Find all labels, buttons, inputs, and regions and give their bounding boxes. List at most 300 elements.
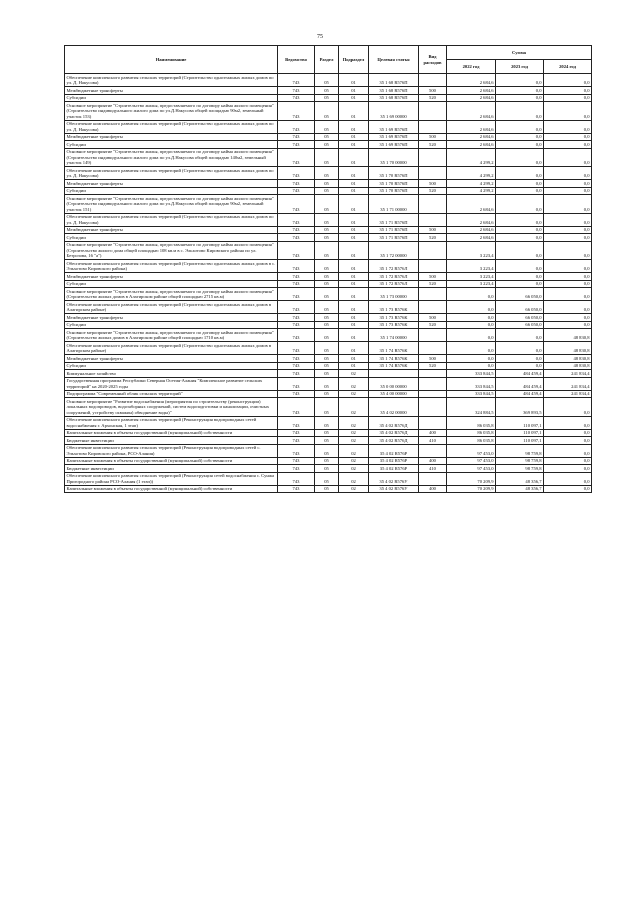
row-dept: 743 (278, 187, 315, 195)
row-sum-2024: 0,0 (544, 485, 592, 493)
row-target: 35 0 00 00000 (369, 377, 419, 390)
table-row (65, 398, 592, 417)
row-name: Основное мероприятие "Строительство жилья, предоставляемого по договору найма жилого помещения" (Строительство индивидуального жилого дома по ул.Д.Накусова общей площадью 90м2, земельный участок 153) (65, 102, 278, 121)
header-name: Наименование (65, 46, 278, 74)
row-subsection: 01 (339, 342, 369, 355)
row-sum-2023: 0,0 (496, 167, 544, 180)
row-sum-2024: 0,0 (544, 226, 592, 234)
row-target: 35 4 02 R576Р (369, 457, 419, 465)
row-target: 35 4 02 R576Д (369, 429, 419, 437)
row-sum-2022: 333 844,5 (447, 377, 496, 390)
header-2023: 2023 год (496, 60, 544, 74)
row-expense (419, 342, 447, 355)
table-row (65, 234, 592, 242)
row-name: Обеспечение комплексного развития сельских территорий (Строительство одноэтажных жилых домов по ул. Д. Накусова) (65, 213, 278, 226)
row-sum-2023: 110 097,1 (496, 429, 544, 437)
row-target: 35 1 73 R576К (369, 314, 419, 322)
table-row (65, 329, 592, 342)
row-subsection: 01 (339, 180, 369, 188)
row-sum-2022: 86 035,8 (447, 429, 496, 437)
row-dept: 743 (278, 120, 315, 133)
row-subsection: 01 (339, 355, 369, 363)
row-section: 05 (315, 180, 339, 188)
row-sum-2023: 0,0 (496, 74, 544, 87)
row-expense: 500 (419, 133, 447, 141)
row-sum-2023: 0,0 (496, 260, 544, 273)
row-expense (419, 370, 447, 378)
row-subsection: 01 (339, 234, 369, 242)
header-subsection: Подраздел (339, 46, 369, 74)
row-sum-2024: 0,0 (544, 288, 592, 301)
row-section: 05 (315, 465, 339, 473)
row-expense (419, 74, 447, 87)
row-sum-2022: 4 299,2 (447, 167, 496, 180)
row-expense: 520 (419, 321, 447, 329)
row-expense: 500 (419, 314, 447, 322)
row-expense: 520 (419, 141, 447, 149)
row-section: 05 (315, 141, 339, 149)
row-expense: 520 (419, 94, 447, 102)
table-row (65, 444, 592, 457)
row-subsection: 01 (339, 301, 369, 314)
table-row (65, 280, 592, 288)
row-dept: 743 (278, 87, 315, 95)
row-name: Обеспечение комплексного развития сельских территорий (Строительство одноэтажных жилых домов в Алагирском районе) (65, 342, 278, 355)
row-sum-2024: 241 834,4 (544, 377, 592, 390)
table-row (65, 472, 592, 485)
row-target: 35 4 02 R576Р (369, 444, 419, 457)
row-name: Межбюджетные трансферты (65, 87, 278, 95)
row-sum-2023: 0,0 (496, 342, 544, 355)
row-target: 35 4 02 R576Д (369, 416, 419, 429)
row-sum-2024: 241 834,4 (544, 370, 592, 378)
row-section: 05 (315, 226, 339, 234)
row-name: Подпрограмма "Современный облик сельских территорий" (65, 390, 278, 398)
row-section: 05 (315, 429, 339, 437)
row-name: Обеспечение комплексного развития сельских территорий (Реконструкция водопроводных сетей водоснабжения г. Архонская, 1 этап) (65, 416, 278, 429)
row-sum-2022: 333 844,5 (447, 390, 496, 398)
row-sum-2023: 98 759,8 (496, 457, 544, 465)
row-dept: 743 (278, 167, 315, 180)
row-dept: 743 (278, 133, 315, 141)
row-dept: 743 (278, 195, 315, 214)
row-name: Межбюджетные трансферты (65, 273, 278, 281)
page-number: 75 (317, 34, 323, 40)
row-sum-2024: 0,0 (544, 398, 592, 417)
row-dept: 743 (278, 416, 315, 429)
row-subsection: 02 (339, 377, 369, 390)
row-sum-2022: 0,0 (447, 342, 496, 355)
row-dept: 743 (278, 370, 315, 378)
row-dept: 743 (278, 465, 315, 473)
row-section: 05 (315, 74, 339, 87)
row-subsection: 02 (339, 457, 369, 465)
row-name: Бюджетные инвестиции (65, 465, 278, 473)
row-subsection: 01 (339, 195, 369, 214)
row-sum-2024: 0,0 (544, 437, 592, 445)
header-2024: 2024 год (544, 60, 592, 74)
row-section: 05 (315, 301, 339, 314)
table-row (65, 74, 592, 87)
row-target: 35 1 70 R576П (369, 187, 419, 195)
table-row (65, 390, 592, 398)
row-name: Основное мероприятие "Строительство жилья, предоставляемого по договору найма жилого помещения" (Строительство жилого дома общей площадью 108 кв.м в с. Эльхотово Кировского района по ул. Бетрозова, 16 "а") (65, 241, 278, 260)
row-sum-2024: 0,0 (544, 87, 592, 95)
row-name: Межбюджетные трансферты (65, 314, 278, 322)
row-section: 05 (315, 370, 339, 378)
header-dept: Ведомство (278, 46, 315, 74)
table-row (65, 416, 592, 429)
row-expense: 410 (419, 437, 447, 445)
row-sum-2024: 0,0 (544, 416, 592, 429)
row-expense: 500 (419, 180, 447, 188)
row-name: Государственная программа Республики Северная Осетия-Алания "Комплексное развитие сельских территорий" на 2020-2025 годы (65, 377, 278, 390)
row-expense (419, 195, 447, 214)
row-dept: 743 (278, 94, 315, 102)
table-body (65, 74, 592, 493)
row-section: 05 (315, 133, 339, 141)
row-sum-2022: 0,0 (447, 314, 496, 322)
row-sum-2023: 0,0 (496, 187, 544, 195)
row-dept: 743 (278, 260, 315, 273)
row-target: 35 1 72 R576Л (369, 273, 419, 281)
row-target: 35 1 70 R576П (369, 180, 419, 188)
row-name: Капитальные вложения в объекты государственной (муниципальной) собственности (65, 429, 278, 437)
row-sum-2022: 2 684,6 (447, 94, 496, 102)
row-sum-2022: 97 453,0 (447, 444, 496, 457)
table-row (65, 226, 592, 234)
row-dept: 743 (278, 213, 315, 226)
row-subsection: 01 (339, 362, 369, 370)
row-expense: 410 (419, 465, 447, 473)
row-expense (419, 288, 447, 301)
row-name: Субсидии (65, 141, 278, 149)
row-expense: 500 (419, 87, 447, 95)
row-name: Обеспечение комплексного развития сельских территорий (Строительство одноэтажных жилых домов по ул. Д. Накусова) (65, 120, 278, 133)
row-expense (419, 329, 447, 342)
row-sum-2024: 0,0 (544, 301, 592, 314)
row-section: 05 (315, 485, 339, 493)
row-dept: 743 (278, 280, 315, 288)
row-sum-2024: 0,0 (544, 94, 592, 102)
row-target: 35 1 70 00000 (369, 148, 419, 167)
row-sum-2022: 2 684,6 (447, 213, 496, 226)
row-sum-2022: 4 299,2 (447, 148, 496, 167)
row-sum-2023: 484 459,4 (496, 377, 544, 390)
header-2022: 2022 год (447, 60, 496, 74)
row-name: Межбюджетные трансферты (65, 226, 278, 234)
row-subsection: 02 (339, 390, 369, 398)
row-sum-2023: 66 050,0 (496, 321, 544, 329)
row-expense (419, 390, 447, 398)
row-subsection: 01 (339, 213, 369, 226)
row-sum-2022: 2 684,6 (447, 195, 496, 214)
row-sum-2022: 0,0 (447, 362, 496, 370)
row-subsection: 01 (339, 120, 369, 133)
row-subsection: 02 (339, 398, 369, 417)
row-dept: 743 (278, 472, 315, 485)
row-sum-2023: 0,0 (496, 362, 544, 370)
row-target: 35 1 69 00000 (369, 102, 419, 121)
row-sum-2022: 2 684,6 (447, 133, 496, 141)
row-section: 05 (315, 260, 339, 273)
row-target: 35 1 69 R576П (369, 133, 419, 141)
row-sum-2024: 0,0 (544, 321, 592, 329)
row-sum-2022: 3 223,4 (447, 241, 496, 260)
row-subsection: 01 (339, 94, 369, 102)
row-name: Межбюджетные трансферты (65, 355, 278, 363)
header-expense: Вид расходов (419, 46, 447, 74)
row-sum-2022: 3 223,4 (447, 280, 496, 288)
row-sum-2023: 110 097,1 (496, 437, 544, 445)
row-sum-2023: 0,0 (496, 141, 544, 149)
table-row (65, 355, 592, 363)
row-target: 35 1 72 R576Л (369, 280, 419, 288)
row-dept: 743 (278, 102, 315, 121)
table-row (65, 321, 592, 329)
row-section: 05 (315, 280, 339, 288)
row-expense: 500 (419, 355, 447, 363)
row-section: 05 (315, 444, 339, 457)
row-subsection: 01 (339, 87, 369, 95)
row-target: 35 1 72 00000 (369, 241, 419, 260)
row-sum-2023: 0,0 (496, 355, 544, 363)
row-sum-2022: 0,0 (447, 329, 496, 342)
row-section: 05 (315, 314, 339, 322)
row-sum-2024: 0,0 (544, 148, 592, 167)
row-name: Обеспечение комплексного развития сельских территорий (Строительство одноэтажных жилых домов в с. Эльхотово Кировского района) (65, 260, 278, 273)
row-name: Основное мероприятие "Строительство жилья, предоставляемого по договору найма жилого помещения" (Строительство жилых домов в Алагирском районе общей площадью 1710 кв.м) (65, 329, 278, 342)
budget-table (64, 45, 592, 493)
row-target: 35 1 73 R576К (369, 301, 419, 314)
row-section: 05 (315, 148, 339, 167)
table-row (65, 180, 592, 188)
row-sum-2023: 110 097,1 (496, 416, 544, 429)
row-subsection: 01 (339, 329, 369, 342)
table-row (65, 288, 592, 301)
row-sum-2024: 0,0 (544, 465, 592, 473)
row-sum-2024: 0,0 (544, 273, 592, 281)
row-section: 05 (315, 416, 339, 429)
row-subsection: 02 (339, 416, 369, 429)
row-sum-2024: 0,0 (544, 187, 592, 195)
row-section: 05 (315, 167, 339, 180)
row-target: 35 1 69 R576П (369, 141, 419, 149)
row-dept: 743 (278, 301, 315, 314)
row-subsection: 02 (339, 472, 369, 485)
row-subsection: 01 (339, 260, 369, 273)
header-target: Целевая статья (369, 46, 419, 74)
table-row (65, 167, 592, 180)
row-expense (419, 472, 447, 485)
row-subsection: 01 (339, 74, 369, 87)
row-dept: 743 (278, 226, 315, 234)
row-section: 05 (315, 195, 339, 214)
row-dept: 743 (278, 241, 315, 260)
row-section: 05 (315, 342, 339, 355)
row-subsection: 02 (339, 485, 369, 493)
row-name: Обеспечение комплексного развития сельских территорий (Строительство одноэтажных жилых домов по ул. Д. Накусова) (65, 167, 278, 180)
row-sum-2022: 2 684,6 (447, 102, 496, 121)
row-dept: 743 (278, 329, 315, 342)
table-row (65, 120, 592, 133)
row-section: 05 (315, 437, 339, 445)
row-expense (419, 120, 447, 133)
row-expense (419, 241, 447, 260)
row-sum-2024: 0,0 (544, 260, 592, 273)
row-name: Межбюджетные трансферты (65, 133, 278, 141)
row-expense (419, 167, 447, 180)
row-dept: 743 (278, 355, 315, 363)
row-subsection: 01 (339, 280, 369, 288)
row-sum-2022: 0,0 (447, 321, 496, 329)
table-row (65, 485, 592, 493)
row-sum-2024: 0,0 (544, 213, 592, 226)
row-subsection: 01 (339, 321, 369, 329)
row-sum-2024: 0,0 (544, 167, 592, 180)
row-sum-2023: 0,0 (496, 180, 544, 188)
row-dept: 743 (278, 321, 315, 329)
table-row (65, 102, 592, 121)
row-section: 05 (315, 87, 339, 95)
row-sum-2024: 0,0 (544, 141, 592, 149)
row-expense: 520 (419, 234, 447, 242)
row-sum-2023: 369 893,5 (496, 398, 544, 417)
row-sum-2022: 2 684,6 (447, 226, 496, 234)
row-name: Капитальные вложения в объекты государственной (муниципальной) собственности (65, 485, 278, 493)
row-sum-2023: 66 050,0 (496, 314, 544, 322)
row-sum-2022: 0,0 (447, 355, 496, 363)
row-expense (419, 102, 447, 121)
row-dept: 743 (278, 148, 315, 167)
row-section: 05 (315, 377, 339, 390)
row-name: Основное мероприятие "Строительство жилья, предоставляемого по договору найма жилого помещения" (Строительство индивидуального жилого дома по ул.Д.Накусова общей площадью 90м2, земельный участок 151) (65, 195, 278, 214)
row-sum-2023: 0,0 (496, 133, 544, 141)
row-name: Обеспечение комплексного развития сельских территорий (Строительство одноэтажных жилых домов по ул. Д. Накусова) (65, 74, 278, 87)
row-dept: 743 (278, 74, 315, 87)
row-sum-2023: 0,0 (496, 234, 544, 242)
row-sum-2023: 66 050,0 (496, 301, 544, 314)
row-section: 05 (315, 355, 339, 363)
row-sum-2024: 0,0 (544, 180, 592, 188)
row-expense: 520 (419, 362, 447, 370)
row-target: 35 1 69 R576П (369, 120, 419, 133)
row-section: 05 (315, 288, 339, 301)
row-sum-2024: 0,0 (544, 195, 592, 214)
row-subsection: 02 (339, 429, 369, 437)
table-row (65, 87, 592, 95)
row-sum-2022: 97 453,0 (447, 465, 496, 473)
row-sum-2024: 0,0 (544, 457, 592, 465)
row-sum-2022: 86 035,8 (447, 416, 496, 429)
row-dept: 743 (278, 390, 315, 398)
row-sum-2024: 0,0 (544, 444, 592, 457)
row-sum-2023: 0,0 (496, 226, 544, 234)
table-row (65, 437, 592, 445)
table-row (65, 370, 592, 378)
row-subsection: 02 (339, 437, 369, 445)
row-sum-2024: 48 830,8 (544, 355, 592, 363)
row-target: 35 4 02 00000 (369, 398, 419, 417)
row-target: 35 1 74 R576К (369, 362, 419, 370)
row-sum-2024: 0,0 (544, 472, 592, 485)
row-sum-2024: 48 830,8 (544, 329, 592, 342)
row-sum-2024: 0,0 (544, 241, 592, 260)
row-sum-2022: 333 844,5 (447, 370, 496, 378)
row-subsection: 01 (339, 226, 369, 234)
row-target: 35 4 02 R576Р (369, 465, 419, 473)
row-section: 05 (315, 390, 339, 398)
row-dept: 743 (278, 288, 315, 301)
row-sum-2024: 0,0 (544, 102, 592, 121)
row-dept: 743 (278, 234, 315, 242)
row-sum-2022: 97 453,0 (447, 457, 496, 465)
row-section: 05 (315, 213, 339, 226)
row-subsection: 02 (339, 444, 369, 457)
row-section: 05 (315, 241, 339, 260)
row-section: 05 (315, 362, 339, 370)
row-subsection: 01 (339, 273, 369, 281)
row-dept: 743 (278, 485, 315, 493)
row-sum-2023: 0,0 (496, 195, 544, 214)
row-sum-2022: 0,0 (447, 301, 496, 314)
row-sum-2022: 0,0 (447, 288, 496, 301)
header-section: Раздел (315, 46, 339, 74)
row-sum-2022: 324 884,5 (447, 398, 496, 417)
row-section: 05 (315, 94, 339, 102)
row-sum-2023: 0,0 (496, 280, 544, 288)
table-row (65, 377, 592, 390)
row-section: 05 (315, 234, 339, 242)
row-subsection: 01 (339, 314, 369, 322)
row-sum-2023: 66 050,0 (496, 288, 544, 301)
row-sum-2022: 4 299,2 (447, 187, 496, 195)
header-sum: Сумма (447, 46, 592, 60)
row-section: 05 (315, 187, 339, 195)
row-dept: 743 (278, 437, 315, 445)
row-sum-2024: 0,0 (544, 234, 592, 242)
row-target: 35 1 74 R576К (369, 342, 419, 355)
row-target: 35 1 72 R576Л (369, 260, 419, 273)
row-expense: 400 (419, 485, 447, 493)
row-section: 05 (315, 457, 339, 465)
table-row (65, 148, 592, 167)
row-name: Субсидии (65, 280, 278, 288)
row-expense (419, 148, 447, 167)
row-name: Субсидии (65, 362, 278, 370)
row-sum-2023: 0,0 (496, 94, 544, 102)
row-sum-2023: 484 459,4 (496, 390, 544, 398)
row-target: 35 1 71 R576П (369, 234, 419, 242)
row-name: Субсидии (65, 321, 278, 329)
row-expense (419, 398, 447, 417)
table-row (65, 187, 592, 195)
row-name: Обеспечение комплексного развития сельских территорий (Реконструкция сетей водоснабжения с. Сунжа Пригородного района РСО-Алания (1 этап)) (65, 472, 278, 485)
table-row (65, 465, 592, 473)
table-row (65, 133, 592, 141)
table-row (65, 457, 592, 465)
row-dept: 743 (278, 457, 315, 465)
row-sum-2022: 4 299,2 (447, 180, 496, 188)
row-dept: 743 (278, 377, 315, 390)
row-subsection: 01 (339, 241, 369, 260)
row-sum-2022: 70 209,9 (447, 485, 496, 493)
row-target (369, 370, 419, 378)
row-target: 35 4 02 R576У (369, 472, 419, 485)
row-sum-2024: 0,0 (544, 74, 592, 87)
table-row (65, 195, 592, 214)
row-expense (419, 377, 447, 390)
